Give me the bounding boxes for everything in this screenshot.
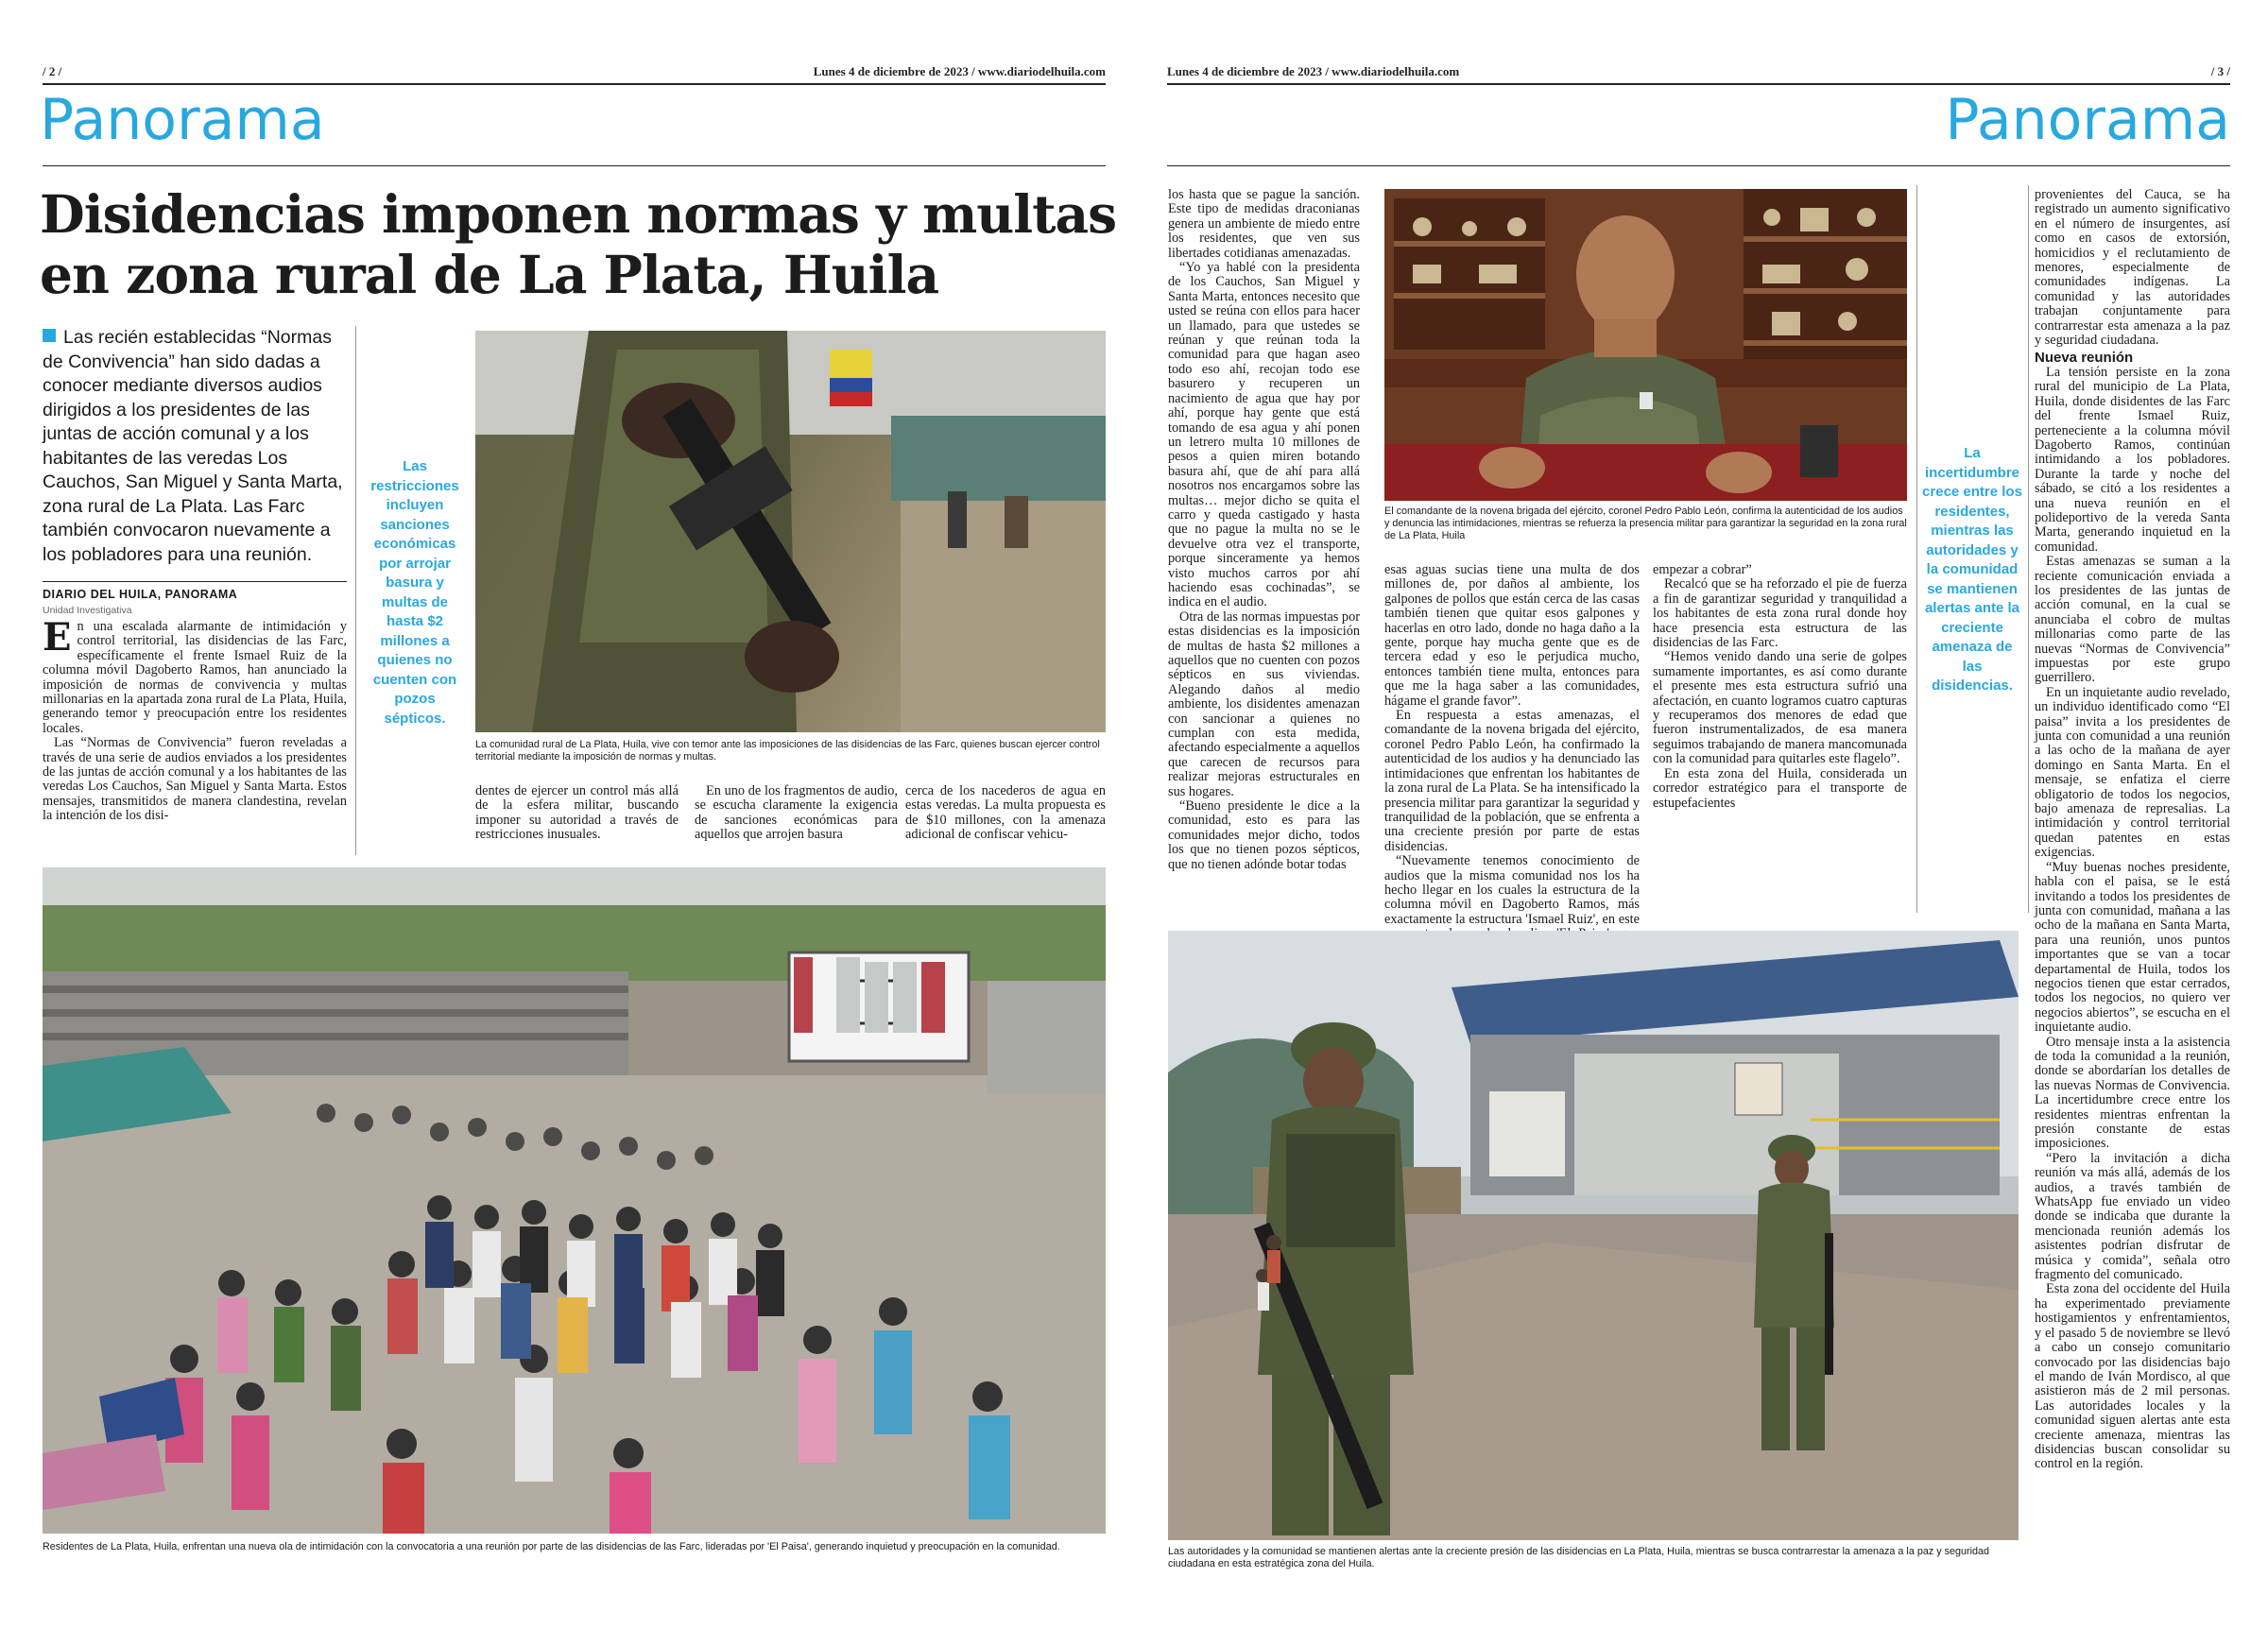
colA-paragraph-3: Otra de las normas impuestas por estas disidencias es la imposición de multas de hasta $2 millones a aquellos que no cuenten con pozos sépticos en sus viviendas. Alegando daños al medio ambiente, los disidentes amenazan con sancionar a quienes no cumplan con esta medida, afectando especialmente a aquellos que carecen de recursos para realizar mejoras estructurales en sus hogares. — [1168, 609, 1360, 799]
headline-line-2: en zona rural de La Plata, Huila — [40, 244, 939, 305]
column-divider-left — [1916, 185, 1917, 913]
photo-armed-guerrilla-graphic — [475, 331, 1106, 732]
section-title: Panorama — [40, 87, 325, 153]
colD-paragraph-5: “Muy buenas noches presidente, habla con el paisa, se le está invitando a todos los presidentes de junta con comunidad, mañana a las ocho de la mañana en Santa Marta, para una reunión, unos puntos importantes que se van a tocar departamental de Huila, todos los negocios tienen que estar cerrados, todos los negocios, no quiero ver negocios abiertos”, se escucha en el inquietante audio. — [2035, 859, 2230, 1036]
col3-text: En uno de los fragmentos de audio, se escucha claramente la exigencia de sanciones económicas para aquellos que arrojen basura — [695, 783, 898, 843]
photo-community-meeting — [43, 867, 1106, 1534]
col1-paragraph-1: n una escalada alarmante de intimidación y control territorial, las disidencias de las Farc, específicamente el frente Ismael Ruiz de la columna móvil Dagoberto Ramos, han anunciado la imposición de normas de convivencia y multas millonarias en la apartada zona rural de La Plata, Huila, generando temor y preocupación entre los residentes locales. — [43, 619, 347, 736]
colD-paragraph-7: “Pero la invitación a dicha reunión va más allá, además de los audios, a través también de WhatsApp fue enviado un video donde se indicaba que durante la mencionada reunión además los asistentes podrían disfrutar de música y comida”, señala otro fragmento del comunicado. — [2035, 1150, 2230, 1283]
article-col-b — [1384, 563, 1640, 970]
drop-cap: E — [43, 615, 72, 660]
colB-paragraph-1: esas aguas sucias tiene una multa de dos millones de, por daños al ambiente, los galpones de pollos que están cerca de las casas también tienen que quitar esos galpones y hacerlas en otro lado, donde no haga daño a la gente, porque hay mucha gente que es de tercera edad y eso le perjudica mucho, entonces también tiene multa, entonces para que me la haga saber a las comunidades, hágame el grande favor”. — [1384, 562, 1640, 709]
colB-paragraph-3: “Nuevamente tenemos conocimiento de audios que la misma comunidad nos los ha hecho llegar en los cuales la estructura de la columna móvil en Dagoberto Ramos, más exactamente la estructura 'Ismael Ruiz', en este — [1384, 853, 1640, 927]
colD-paragraph-4: En un inquietante audio revelado, un individuo identificado como “El paisa” invita a los presidentes de junta con comunidad a una reunión a las ocho de la mañana de ayer domingo en Santa Marta. En el mensaje, se enfatiza el cierre obligatorio de todos los negocios, bajo amenaza de represalias. La intimidación y control territorial quedan patentes en estas exigencias. — [2035, 684, 2230, 861]
colB-paragraph-2: En respuesta a estas amenazas, el comandante de la novena brigada del ejército, coronel Pedro Pablo León, ha confirmado la autenticidad de los audios y ha denunciado las intimidaciones que enfrentan los habitantes de la zona rural de La Plata. Se ha intensificado la presencia militar para garantizar la seguridad y tranquilidad de la población, que se enfrenta a una creciente presión por parte de estas disidencias. — [1384, 708, 1640, 854]
photo-army-commander — [1384, 189, 1907, 501]
pull-quote: Las restricciones incluyen sanciones económicas por arrojar basura y multas de hasta $2 millones a quienes no cuenten con pozos sépticos. — [370, 458, 459, 727]
column-divider-right — [2028, 185, 2029, 913]
col1-paragraph-2: Las “Normas de Convivencia” fueron reveladas a través de una serie de audios enviados a los presidentes de las juntas de acción comunal y a los habitantes de las veredas Los Cauchos, San Miguel y Santa Marta. Estos mensajes, transmitidos de manera clandestina, revelan la intención de los disi- — [43, 735, 347, 824]
section-rule — [1167, 165, 2230, 166]
photo-armed-guerrilla — [475, 331, 1106, 732]
section-rule — [43, 165, 1106, 166]
colD-paragraph-2: La tensión persiste en la zona rural del municipio de La Plata, Huila, donde disidentes de las Farc del frente Ismael Ruiz, perteneciente a la columna móvil Dagoberto Ramos, continúan intimidando a los pobladores. Durante la tarde y noche del sábado, se citó a los residentes a una nueva reunión en el polideportivo de la vereda Santa Marta, generando inquietud en la comunidad. — [2035, 364, 2230, 555]
colD-paragraph-8: Esta zona del occidente del Huila ha experimentado previamente hostigamientos y enfrentamientos, y el pasado 5 de noviembre se llevó a cabo un consejo comunitario convocado por las disidencias bajo el mando de Iván Mordisco, al que asistieron más de 2 mil personas. Las autoridades locales y la comunidad siguen alertas ante esta creciente amenaza, mientras las disidencias buscan consolidar su control en la región. — [2035, 1281, 2230, 1472]
colD-paragraph-1: provenientes del Cauca, se ha registrado un aumento significativo en el número de insurgentes, así como en casos de extorsión, homicidios y el reclutamiento de menores, especialmente de comunidades indígenas. La comunidad y las autoridades trabajan conjuntamente para contrarrestar esta amenaza a la paz y seguridad ciudadana. — [2035, 187, 2230, 349]
photo-soldiers-patrol — [1168, 931, 2019, 1540]
article-col-2 — [475, 784, 679, 843]
photo-community-meeting-graphic — [43, 867, 1106, 1534]
lead-text: Las recién establecidas “Normas de Convivencia” han sido dadas a conocer mediante diversos audios dirigidos a los presidentes de las juntas de acción comunal y a los habitantes de las veredas Los Cauchos, San Miguel y Santa Marta, zona rural de La Plata. Las Farc también convocaron nuevamente a los pobladores para una reunión. — [43, 327, 343, 565]
colC-paragraph-2: Recalcó que se ha reforzado el pie de fuerza a fin de garantizar seguridad y tranquilidad a los habitantes de esta zona rural donde hoy hace presencia esta estructura de las disidencias de las Farc. — [1653, 576, 1907, 651]
subheading-nueva-reunion: Nueva reunión — [2035, 350, 2134, 367]
article-col-4 — [905, 784, 1106, 843]
header-rule — [43, 83, 1106, 85]
square-bullet-icon — [43, 329, 56, 342]
colC-paragraph-3: “Hemos venido dando una serie de golpes sumamente importantes, es así como durante el presente mes esta estructura sufrió una afectación, en cuanto logramos cuatro capturas y recuperamos dos menores de edad que fueron instrumentalizados, de esa manera seguimos trabajando de manera mancomunada con la comunidad para quitarles este flagelo”. — [1653, 649, 1907, 767]
photo4-caption: Las autoridades y la comunidad se mantienen alertas ante la creciente presión de las disidencias en La Plata, Huila, mientras se busca contrarrestar la amenaza a la paz y seguridad ciudadana en esta estratégica zona del Huila. — [1168, 1546, 1990, 1569]
colC-paragraph-1: empezar a cobrar” — [1653, 562, 1752, 577]
col2-text: dentes de ejercer un control más allá de la esfera militar, buscando imponer su autoridad a través de restricciones inusuales. — [475, 783, 679, 843]
page-number: / 2 / — [43, 64, 62, 78]
article-col-c — [1653, 563, 1907, 811]
headline-line-1: Disidencias imponen normas y multas — [40, 183, 1117, 245]
column-divider — [355, 326, 356, 855]
headline — [40, 184, 1117, 305]
colD-paragraph-3: Estas amenazas se suman a la reciente comunicación enviada a los presidentes de las juntas de acción comunal, en la cual se anunciaba el cobro de multas millonarias como parte de las nuevas “Normas de Convivencia” impuestas por este grupo guerrillero. — [2035, 554, 2230, 686]
article-col-d — [2035, 188, 2230, 1472]
article-col-3 — [695, 784, 898, 843]
photo1-caption: La comunidad rural de La Plata, Huila, vive con temor ante las imposiciones de las disidencias de las Farc, quienes buscan ejercer control territorial mediante la imposición de normas y multas. — [475, 739, 1100, 763]
col4-text: cerca de los nacederos de agua en estas veredas. La multa propuesta es de $10 millones, con la amenaza adicional de confiscar vehicu- — [905, 783, 1106, 843]
photo-soldiers-patrol-graphic — [1168, 931, 2019, 1540]
byline: DIARIO DEL HUILA, PANORAMA — [43, 588, 238, 601]
page-3 — [1134, 0, 2268, 1629]
colA-paragraph-1: los hasta que se pague la sanción. Este tipo de medidas draconianas genera un ambiente de miedo entre los residentes, que ven sus libertades cotidianas amenazadas. — [1168, 187, 1360, 261]
pull-quote: La incertidumbre crece entre los residentes, mientras las autoridades y la comunidad se mantienen alertas ante la creciente amenaza de las disidencias. — [1922, 445, 2022, 694]
article-col-a — [1168, 188, 1360, 872]
colA-paragraph-4: “Bueno presidente le dice a la comunidad, esto es para las comunidades mejor dicho, todos los que no tienen pozos sépticos, que no tienen adónde botar todas — [1168, 798, 1360, 872]
header-rule — [1167, 83, 2230, 85]
photo3-caption: El comandante de la novena brigada del ejército, coronel Pedro Pablo León, confirma la autenticidad de los audios y denuncia las intimidaciones, mientras se refuerza la presencia militar para garantizar la seguridad en la zona rural de La Plata, Huila — [1384, 506, 1907, 541]
section-title: Panorama — [1945, 87, 2230, 153]
date-and-website: Lunes 4 de diciembre de 2023 / www.diariodelhuila.com — [1167, 64, 1460, 78]
colD-paragraph-6: Otro mensaje insta a la asistencia de toda la comunidad a la reunión, donde se abordarían los detalles de las nuevas Normas de Convivencia. La incertidumbre crece entre los residentes mientras enfrentan la presión constante de estas imposiciones. — [2035, 1034, 2230, 1152]
photo-army-commander-graphic — [1384, 189, 1907, 501]
photo2-caption: Residentes de La Plata, Huila, enfrentan una nueva ola de intimidación con la convocatoria a una reunión por parte de las disidencias de las Farc, lideradas por 'El Paisa', generando inquietud y preocupación en la comunidad. — [43, 1541, 1060, 1552]
colA-paragraph-2: “Yo ya hablé con la presidenta de los Cauchos, San Miguel y Santa Marta, entonces necesito que usted se reúna con ellos para hacer un llamado, para que ustedes se reúnan y que reúnan toda la comunidad para que hagan aseo todo eso ahí, recojan todo ese basurero y recuperen un nacimiento de agua que hay por ahí, porque hay gente que está tomando de esa agua y ahí ponen un letrero multa 10 millones de pesos a quien miren botando basura ahí, que de ahí para allá nosotros nos encargamos sobre las multas… mejor dicho se quita el carro y queda castigado y hasta que no pague la multa no se le devuelve otra vez el transporte, porque sinceramente ya hemos visto muchos carros por ahí haciendo esas cochinadas”, se indica en el audio. — [1168, 260, 1360, 610]
colC-paragraph-4: En esta zona del Huila, considerada un corredor estratégico para el transporte de estupefacientes — [1653, 765, 1907, 811]
article-col-1 — [43, 615, 347, 824]
date-and-website: Lunes 4 de diciembre de 2023 / www.diariodelhuila.com — [813, 64, 1106, 78]
lead-paragraph — [43, 326, 350, 567]
page-number: / 3 / — [2210, 64, 2230, 78]
byline-unit: Unidad Investigativa — [43, 605, 132, 616]
byline-rule — [43, 581, 347, 582]
